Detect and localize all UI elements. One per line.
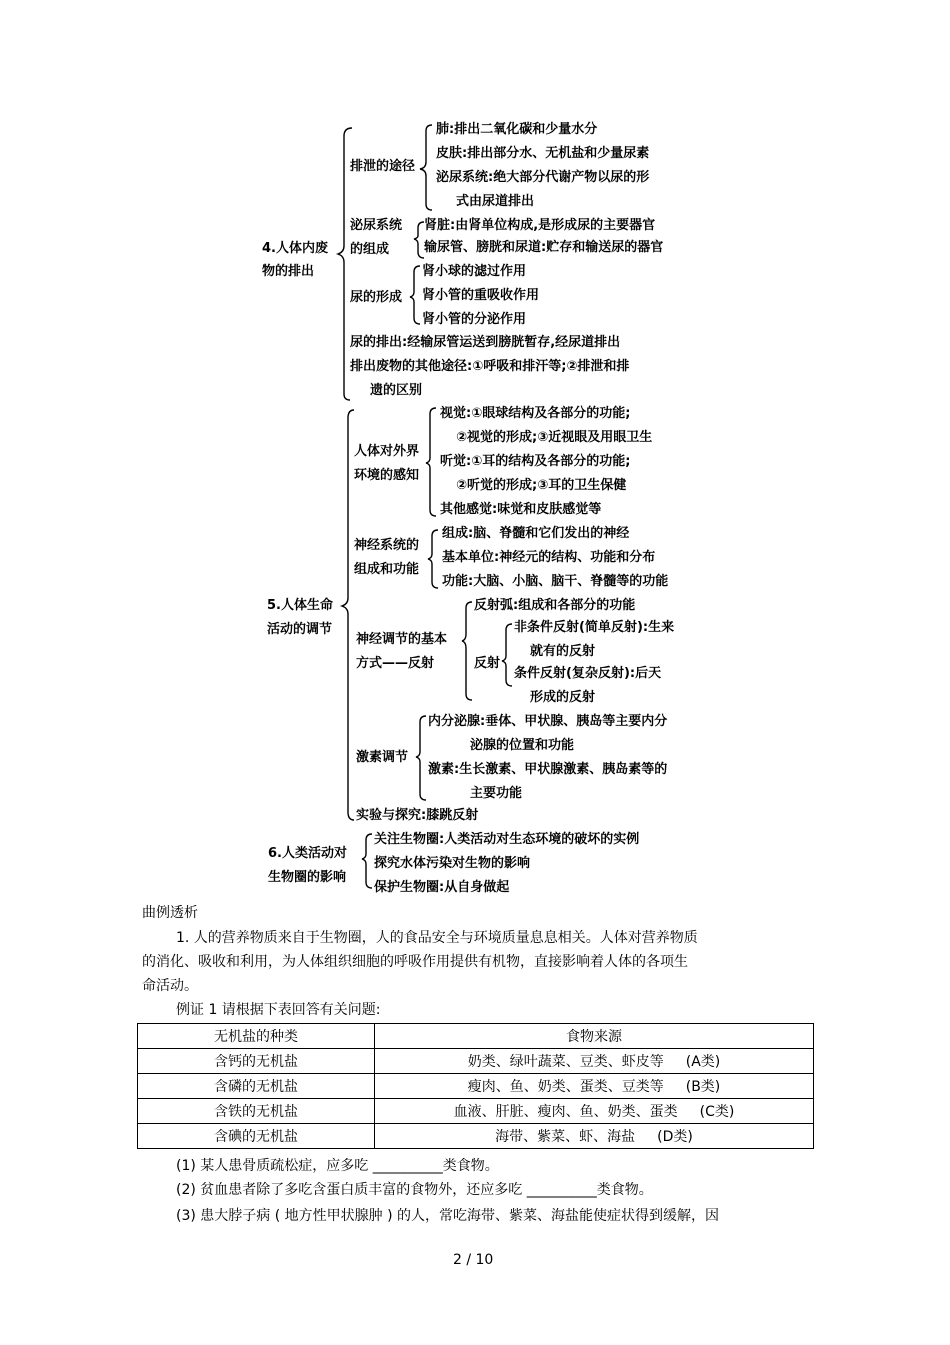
nervous-item: 组成:脑、脊髓和它们发出的神经 bbox=[442, 526, 630, 541]
urinary-system-label-line2: 的组成 bbox=[350, 242, 390, 257]
reflex-item: 条件反射(复杂反射):后天 bbox=[514, 666, 662, 681]
mineral-type-cell: 含钙的无机盐 bbox=[138, 1049, 375, 1074]
reflex-label: 反射 bbox=[474, 656, 501, 671]
food-source-text: 海带、紫菜、虾、海盐 bbox=[495, 1129, 636, 1145]
nervous-label-line2: 组成和功能 bbox=[354, 562, 420, 577]
table-row bbox=[138, 1074, 814, 1099]
reflex-item: 形成的反射 bbox=[530, 690, 596, 705]
mineral-type-cell: 含磷的无机盐 bbox=[138, 1074, 375, 1099]
perception-label-line1: 人体对外界 bbox=[354, 444, 420, 459]
perception-item: 视觉:①眼球结构及各部分的功能; bbox=[440, 406, 631, 421]
excretion-route-label: 排泄的途径 bbox=[350, 159, 416, 174]
table-header-cell: 食物来源 bbox=[375, 1024, 814, 1049]
table-row bbox=[138, 1099, 814, 1124]
table-header-row bbox=[138, 1024, 814, 1049]
excretion-route-item: 肺:排出二氧化碳和少量水分 bbox=[436, 122, 598, 137]
perception-label-line2: 环境的感知 bbox=[354, 468, 420, 483]
perception-item: ②听觉的形成;③耳的卫生保健 bbox=[456, 478, 627, 493]
neural-regulation-label-line2: 方式——反射 bbox=[356, 656, 435, 671]
perception-item: 听觉:①耳的结构及各部分的功能; bbox=[440, 454, 631, 469]
reflex-item: 就有的反射 bbox=[530, 644, 596, 659]
neural-regulation-label-line1: 神经调节的基本 bbox=[356, 632, 448, 647]
paragraph-line: 1. 人的营养物质来自于生物圈，人的食品安全与环境质量息息相关。人体对营养物质 bbox=[176, 930, 698, 946]
table-header-cell: 无机盐的种类 bbox=[138, 1024, 375, 1049]
question-2: (2) 贫血患者除了多吃含蛋白质丰富的食物外，还应多吃 __________类食物。 bbox=[176, 1182, 653, 1198]
urine-discharge: 尿的排出:经输尿管运送到膀胱暂存,经尿道排出 bbox=[350, 335, 621, 350]
urinary-system-item: 输尿管、膀胱和尿道:贮存和输送尿的器官 bbox=[424, 240, 664, 255]
nervous-item: 基本单位:神经元的结构、功能和分布 bbox=[442, 550, 656, 565]
food-source-cell bbox=[375, 1099, 814, 1124]
example-prompt: 例证 1 请根据下表回答有关问题: bbox=[176, 1002, 381, 1018]
urinary-system-label-line1: 泌尿系统 bbox=[350, 218, 403, 233]
mineral-type-cell: 含铁的无机盐 bbox=[138, 1099, 375, 1124]
reflex-arc: 反射弧:组成和各部分的功能 bbox=[474, 598, 636, 613]
food-source-cell bbox=[375, 1049, 814, 1074]
mineral-type-cell: 含碘的无机盐 bbox=[138, 1124, 375, 1149]
paragraph-line: 的消化、吸收和利用，为人体组织细胞的呼吸作用提供有机物，直接影响着人体的各项生 bbox=[142, 954, 688, 970]
section-6-item: 探究水体污染对生物的影响 bbox=[374, 856, 531, 871]
category-tag: (D类) bbox=[657, 1129, 693, 1145]
section-5-title-line1: 5.人体生命 bbox=[267, 598, 333, 613]
excretion-route-item: 泌尿系统:绝大部分代谢产物以尿的形 bbox=[436, 170, 650, 185]
table-row bbox=[138, 1124, 814, 1149]
reflex-item: 非条件反射(简单反射):生来 bbox=[514, 620, 675, 635]
category-tag: (A类) bbox=[685, 1054, 721, 1070]
table-row bbox=[138, 1049, 814, 1074]
urine-formation-item: 肾小管的分泌作用 bbox=[422, 312, 527, 327]
food-source-cell bbox=[375, 1124, 814, 1149]
nervous-item: 功能:大脑、小脑、脑干、脊髓等的功能 bbox=[442, 574, 669, 589]
category-tag: (B类) bbox=[685, 1079, 721, 1095]
hormone-item: 泌腺的位置和功能 bbox=[470, 738, 575, 753]
category-tag: (C类) bbox=[699, 1104, 735, 1120]
section-6-item: 保护生物圈:从自身做起 bbox=[374, 880, 510, 895]
mineral-salt-table bbox=[137, 1023, 814, 1149]
urine-formation-item: 肾小管的重吸收作用 bbox=[422, 288, 540, 303]
urinary-system-item: 肾脏:由肾单位构成,是形成尿的主要器官 bbox=[424, 218, 656, 233]
hormone-item: 主要功能 bbox=[470, 786, 523, 801]
excretion-route-item: 式由尿道排出 bbox=[456, 194, 535, 209]
other-excretion-line1: 排出废物的其他途径:①呼吸和排汗等;②排泄和排 bbox=[350, 359, 630, 374]
food-source-text: 瘦肉、鱼、奶类、蛋类、豆类等 bbox=[467, 1079, 664, 1095]
question-1: (1) 某人患骨质疏松症，应多吃 __________类食物。 bbox=[176, 1158, 499, 1174]
hormone-label: 激素调节 bbox=[356, 750, 409, 765]
paragraph-line: 命活动。 bbox=[142, 978, 198, 994]
page-number: 2 / 10 bbox=[453, 1252, 494, 1268]
excretion-route-item: 皮肤:排出部分水、无机盐和少量尿素 bbox=[436, 146, 650, 161]
urine-formation-item: 肾小球的滤过作用 bbox=[422, 264, 527, 279]
section-6-title-line1: 6.人类活动对 bbox=[268, 846, 347, 861]
section-6-item: 关注生物圈:人类活动对生态环境的破坏的实例 bbox=[374, 832, 640, 847]
perception-item: 其他感觉:味觉和皮肤感觉等 bbox=[440, 502, 602, 517]
section-5-title-line2: 活动的调节 bbox=[267, 622, 333, 637]
section-4-title-line2: 物的排出 bbox=[262, 264, 315, 279]
section-4-title-line1: 4.人体内废 bbox=[262, 241, 328, 256]
food-source-text: 血液、肝脏、瘦肉、鱼、奶类、蛋类 bbox=[453, 1104, 678, 1120]
nervous-label-line1: 神经系统的 bbox=[354, 538, 420, 553]
food-source-text: 奶类、绿叶蔬菜、豆类、虾皮等 bbox=[467, 1054, 664, 1070]
perception-item: ②视觉的形成;③近视眼及用眼卫生 bbox=[456, 430, 653, 445]
hormone-item: 激素:生长激素、甲状腺激素、胰岛素等的 bbox=[428, 762, 668, 777]
section-heading: 曲例透析 bbox=[142, 905, 198, 921]
section-6-title-line2: 生物圈的影响 bbox=[268, 870, 347, 885]
hormone-item: 内分泌腺:垂体、甲状腺、胰岛等主要内分 bbox=[428, 714, 668, 729]
experiment: 实验与探究:膝跳反射 bbox=[356, 808, 479, 823]
urine-formation-label: 尿的形成 bbox=[350, 290, 403, 305]
food-source-cell bbox=[375, 1074, 814, 1099]
other-excretion-line2: 遗的区别 bbox=[370, 383, 423, 398]
question-3: (3) 患大脖子病 ( 地方性甲状腺肿 ) 的人，常吃海带、紫菜、海盐能使症状得到缓解，因 bbox=[176, 1208, 720, 1224]
